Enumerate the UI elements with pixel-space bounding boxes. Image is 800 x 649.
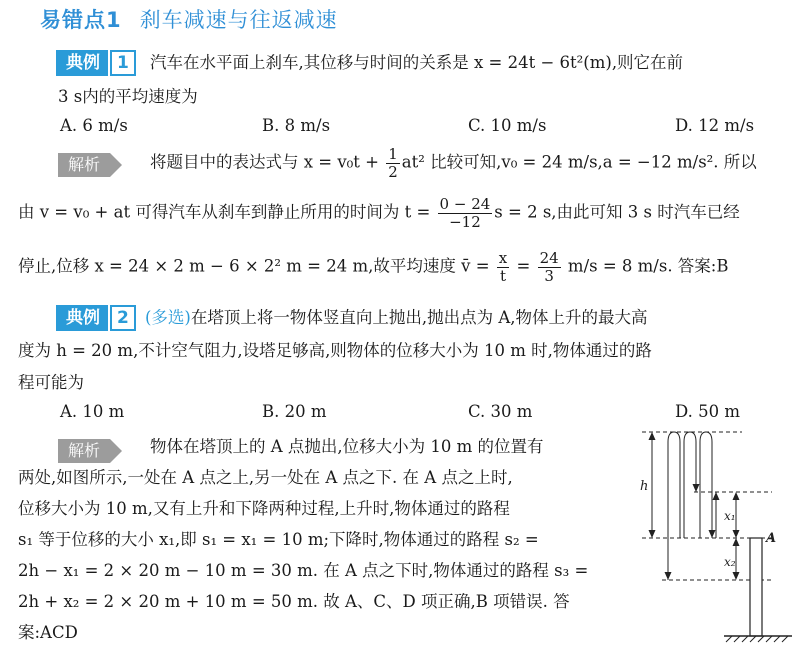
example-1-option-a: A. 6 m/s (60, 116, 128, 135)
example-2-analysis-line-7: 案:ACD (18, 623, 78, 642)
label-a: A (766, 531, 777, 546)
section-title (40, 4, 338, 34)
example-2-option-b: B. 20 m (262, 402, 327, 421)
tower (750, 538, 762, 636)
example-2-question-line-2: 度为 h = 20 m,不计空气阻力,设塔足够高,则物体的位移大小为 10 m 时,物体通过的路 (18, 341, 652, 360)
example-1-tag (56, 50, 136, 76)
example-2-analysis-line-4: s₁ 等于位移的大小 x₁,即 s₁ = x₁ = 10 m;下降时,物体通过的路程 s₂ = (18, 530, 539, 549)
example-1-analysis-line-2: 由 v = v₀ + at 可得汽车从刹车到静止所用的时间为 t = $\frac{0 - 24}{-12}$ s = 2 s,由此可知 3 s 时汽车已经 (18, 195, 740, 231)
multi-choice-marker: (多选) (145, 308, 191, 327)
fraction-time: $\frac{0 - 24}{-12}$ (439, 195, 491, 231)
example-2-analysis-tag: 解析 (58, 439, 110, 463)
example-1-analysis-line-1: 将题目中的表达式与 x = v₀t + $\frac{1}{2}$ at² 比较可知,v₀ = 24 m/s,a = −12 m/s². 所以 (150, 145, 757, 181)
example-1-option-b: B. 8 m/s (262, 116, 331, 135)
example-tag-number: 1 (110, 50, 136, 76)
projectile-diagram (632, 420, 800, 646)
fraction-24-over-3: $\frac{24}{3}$ (539, 249, 559, 285)
example-2-question-line-1: (多选)在塔顶上将一物体竖直向上抛出,抛出点为 A,物体上升的最大高 (145, 308, 648, 327)
example-2-analysis-line-5: 2h − x₁ = 2 × 20 m − 10 m = 30 m. 在 A 点之下时,物体通过的路程 s₃ = (18, 561, 589, 580)
fraction-x-over-t: $\frac{x}{t}$ (498, 249, 508, 285)
example-2-option-a: A. 10 m (60, 402, 125, 421)
example-tag-label: 典例 (56, 305, 108, 331)
fraction-one-half: $\frac{1}{2}$ (388, 145, 398, 181)
example-2-analysis-line-3: 位移大小为 10 m,又有上升和下降两种过程,上升时,物体通过的路程 (18, 499, 510, 518)
example-1-option-c: C. 10 m/s (468, 116, 547, 135)
example-1-question-line-1: 汽车在水平面上刹车,其位移与时间的关系是 x = 24t − 6t²(m),则它在前 (150, 53, 684, 72)
example-2-analysis-line-6: 2h + x₂ = 2 × 20 m + 10 m = 50 m. 故 A、C、D 项正确,B 项错误. 答 (18, 592, 570, 611)
label-h: h (640, 479, 649, 494)
example-1-option-d: D. 12 m/s (675, 116, 755, 135)
example-2-question-line-3: 程可能为 (18, 373, 84, 392)
example-1-analysis-tag: 解析 (58, 153, 110, 177)
example-1-analysis-line-3: 停止,位移 x = 24 × 2 m − 6 × 2² m = 24 m,故平均速度 v̄ = $\frac{x}{t}$ = $\frac{24}{3}$ m/s = 8 m/s. 答案:B (18, 249, 729, 285)
example-2-option-c: C. 30 m (468, 402, 533, 421)
example-2-analysis-line-2: 两处,如图所示,一处在 A 点之上,另一处在 A 点之下. 在 A 点之上时, (18, 468, 513, 487)
example-tag-label: 典例 (56, 50, 108, 76)
example-2-tag (56, 305, 136, 331)
example-1-question-line-2: 3 s内的平均速度为 (58, 87, 198, 106)
example-2-option-d: D. 50 m (675, 402, 741, 421)
example-2-analysis-line-1: 物体在塔顶上的 A 点抛出,位移大小为 10 m 的位置有 (150, 437, 544, 456)
label-x1: x₁ (724, 509, 736, 523)
section-title-text: 刹车减速与往返减速 (139, 8, 338, 32)
example-tag-number: 2 (110, 305, 136, 331)
section-number: 易错点1 (40, 8, 122, 32)
label-x2: x₂ (724, 555, 736, 569)
